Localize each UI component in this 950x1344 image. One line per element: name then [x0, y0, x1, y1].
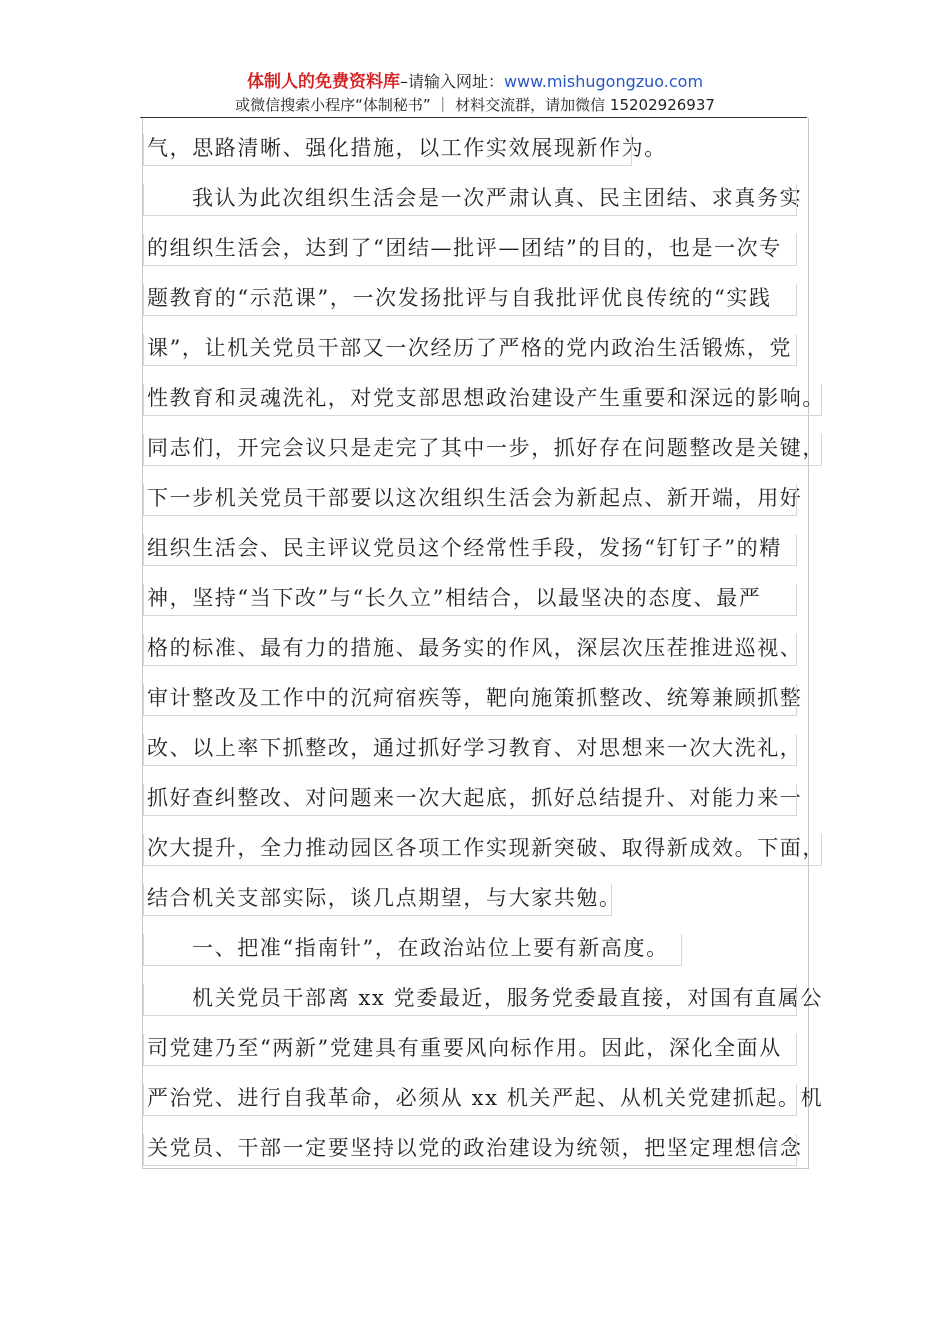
- text-line: 结合机关支部实际，谈几点期望，与大家共勉。: [147, 882, 612, 914]
- text-line: 机关党员干部离 xx 党委最近，服务党委最直接，对国有直属公: [147, 982, 797, 1014]
- site-banner: [140, 70, 810, 116]
- text-line: 课”，让机关党员干部又一次经历了严格的党内政治生活锻炼，党: [147, 332, 797, 364]
- section-heading: 一、把准“指南针”，在政治站位上要有新高度。: [147, 932, 682, 964]
- text-line: 审计整改及工作中的沉疴宿疾等，靶向施策抓整改、统筹兼顾抓整: [147, 682, 797, 714]
- text-line: 抓好查纠整改、对问题来一次大起底，抓好总结提升、对能力来一: [147, 782, 797, 814]
- text-line: 格的标准、最有力的措施、最务实的作风，深层次压茬推进巡视、: [147, 632, 797, 664]
- text-line: 气，思路清晰、强化措施，以工作实效展现新作为。: [147, 132, 632, 164]
- document-body: [143, 132, 843, 1182]
- url-prompt: –请输入网址：: [399, 72, 504, 91]
- text-line: 关党员、干部一定要坚持以党的政治建设为统领，把坚定理想信念: [147, 1132, 797, 1164]
- text-line: 同志们，开完会议只是走完了其中一步，抓好存在问题整改是关键，: [147, 432, 822, 464]
- text-line: 改、以上率下抓整改，通过抓好学习教育、对思想来一次大洗礼，: [147, 732, 797, 764]
- site-url-link[interactable]: www.mishugongzuo.com: [503, 72, 704, 91]
- text-line: 神，坚持“当下改”与“长久立”相结合，以最坚决的态度、最严: [147, 582, 797, 614]
- text-line: 性教育和灵魂洗礼，对党支部思想政治建设产生重要和深远的影响。: [147, 382, 822, 414]
- text-line: 的组织生活会，达到了“团结—批评—团结”的目的，也是一次专: [147, 232, 797, 264]
- banner-line-2: 或微信搜索小程序“体制秘书” ｜ 材料交流群，请加微信 15202926937: [235, 96, 715, 114]
- banner-line-1: [140, 70, 810, 94]
- text-line: 我认为此次组织生活会是一次严肃认真、民主团结、求真务实: [147, 182, 797, 214]
- text-line: 题教育的“示范课”，一次发扬批评与自我批评优良传统的“实践: [147, 282, 797, 314]
- text-line: 严治党、进行自我革命，必须从 xx 机关严起、从机关党建抓起。机: [147, 1082, 797, 1114]
- text-line: 司党建乃至“两新”党建具有重要风向标作用。因此，深化全面从: [147, 1032, 797, 1064]
- brand-title: 体制人的免费资料库: [246, 72, 400, 92]
- text-line: 下一步机关党员干部要以这次组织生活会为新起点、新开端，用好: [147, 482, 797, 514]
- text-line: 组织生活会、民主评议党员这个经常性手段，发扬“钉钉子”的精: [147, 532, 797, 564]
- text-line: 次大提升，全力推动园区各项工作实现新突破、取得新成效。下面，: [147, 832, 822, 864]
